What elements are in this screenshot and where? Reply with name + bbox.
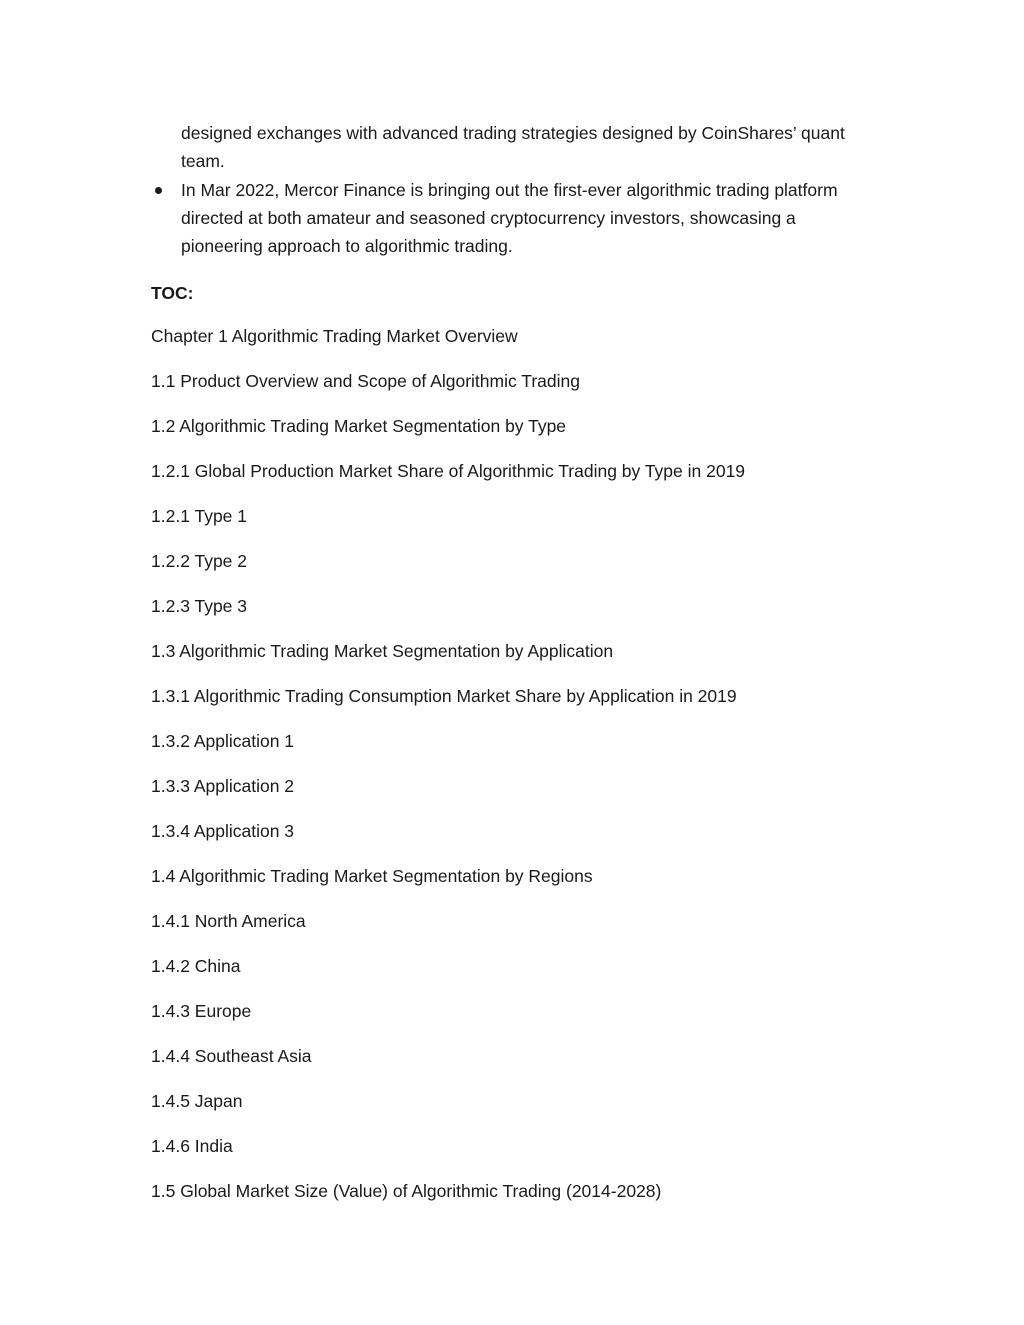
toc-item: 1.4.3 Europe (151, 1001, 252, 1021)
bullet-icon (155, 187, 162, 194)
toc-item: Chapter 1 Algorithmic Trading Market Overview (151, 326, 518, 346)
toc-item: 1.2.2 Type 2 (151, 551, 248, 571)
toc-item: 1.3.4 Application 3 (151, 821, 295, 841)
toc-item: 1.4.2 China (151, 956, 241, 976)
toc-item: 1.2.1 Global Production Market Share of Algorithmic Trading by Type in 2019 (151, 461, 746, 481)
toc-list (151, 324, 745, 1224)
toc-item: 1.3.1 Algorithmic Trading Consumption Market Share by Application in 2019 (151, 686, 737, 706)
toc-item: 1.3.2 Application 1 (151, 731, 295, 751)
toc-item: 1.4.6 India (151, 1136, 233, 1156)
toc-item: 1.5 Global Market Size (Value) of Algorithmic Trading (2014-2028) (151, 1181, 662, 1201)
toc-item: 1.2 Algorithmic Trading Market Segmentation by Type (151, 416, 567, 436)
toc-item: 1.1 Product Overview and Scope of Algorithmic Trading (151, 371, 580, 391)
toc-item: 1.2.1 Type 1 (151, 506, 248, 526)
bullet-line: In Mar 2022, Mercor Finance is bringing out the first-ever algorithmic trading platform (181, 180, 838, 200)
paragraph-line: designed exchanges with advanced trading strategies designed by CoinShares’ quant (181, 123, 845, 143)
bullet-line: pioneering approach to algorithmic trading. (181, 236, 513, 256)
toc-item: 1.4 Algorithmic Trading Market Segmentation by Regions (151, 866, 593, 886)
toc-item: 1.4.4 Southeast Asia (151, 1046, 312, 1066)
toc-item: 1.4.1 North America (151, 911, 306, 931)
toc-item: 1.4.5 Japan (151, 1091, 243, 1111)
toc-item: 1.2.3 Type 3 (151, 596, 248, 616)
toc-heading: TOC: (151, 283, 194, 303)
toc-item: 1.3 Algorithmic Trading Market Segmentation by Application (151, 641, 614, 661)
toc-item: 1.3.3 Application 2 (151, 776, 295, 796)
bullet-line: directed at both amateur and seasoned cryptocurrency investors, showcasing a (181, 208, 796, 228)
paragraph-line: team. (181, 151, 225, 171)
